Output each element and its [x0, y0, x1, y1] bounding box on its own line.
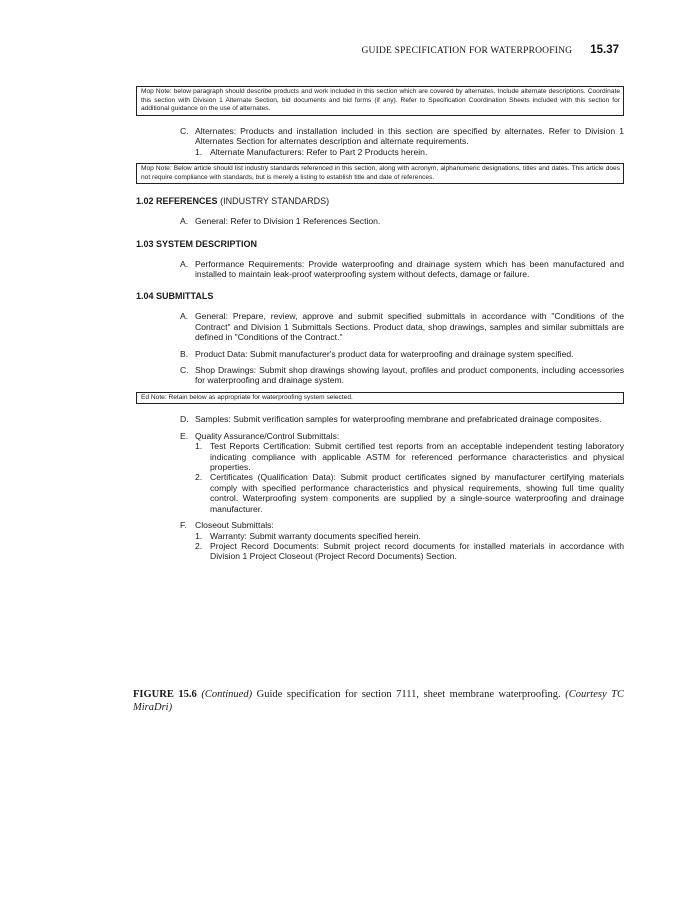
subparagraph-project-record-documents: [195, 541, 624, 562]
paragraph-text: General: Refer to Division 1 References Section.: [195, 216, 381, 227]
paragraph-text: General: Prepare, review, approve and submit specified submittals in accordance with "Conditions of the Contract" and Division 1 Submittals Sections. Product data, shop drawings, samples and similar submittals are defined in "Conditions of the Contract.": [195, 311, 624, 343]
figure-caption: [133, 688, 624, 714]
running-header-title: GUIDE SPECIFICATION FOR WATERPROOFING: [361, 46, 573, 56]
subparagraph-alternate-manufacturers: [195, 147, 624, 157]
paragraph-text: Closeout Submittals:: [195, 520, 274, 531]
subparagraph-marker: 2.: [195, 472, 203, 483]
page-number: 15.37: [590, 44, 619, 56]
paragraph-marker: C.: [180, 365, 189, 376]
figure-continued: (Continued): [201, 689, 253, 700]
paragraph-references-general: [180, 216, 624, 226]
subparagraph-text: Alternate Manufacturers: Refer to Part 2 Products herein.: [210, 146, 428, 157]
subparagraph-certificates: [195, 472, 624, 514]
article-heading: SUBMITTALS: [156, 291, 214, 302]
paragraph-marker: F.: [180, 520, 187, 531]
paragraph-c-alternates: [180, 126, 624, 157]
paragraph-marker: E.: [180, 430, 189, 441]
paragraph-marker: B.: [180, 348, 189, 359]
paragraph-closeout-submittals: [180, 520, 624, 562]
mop-note-alternates: Mop Note: below paragraph should describe products and work included in this section which are covered by alternates. Include alternate descriptions. Coordinate this section with Division 1 Alternate Section, bid documents and bid forms (if any). Refer to Specification Coordination Sheets included with this section for additional guidance on the use of alternates.: [136, 86, 624, 116]
paragraph-text: Alternates: Products and installation included in this section are specified by alternates. Refer to Division 1 Alternates Section for alternates description and alternate requirements.: [195, 125, 624, 147]
mop-note-references: Mop Note: Below article should list industry standards referenced in this section, along with acronym, alphanumeric designations, titles and dates. This article does not require compliance with standards, but is merely a listing to establish title and date of references.: [136, 163, 624, 184]
article-heading: SYSTEM DESCRIPTION: [156, 238, 258, 249]
spec-content: [136, 86, 624, 568]
article-references: [136, 196, 624, 207]
article-number: 1.02: [136, 196, 154, 207]
subparagraph-marker: 2.: [195, 540, 203, 551]
subparagraph-text: Project Record Documents: Submit project record documents for installed materials in accordance with Division 1 Project Closeout (Project Record Documents) Section.: [210, 540, 624, 562]
subparagraph-marker: 1.: [195, 441, 203, 452]
paragraph-marker: C.: [180, 125, 189, 136]
article-number: 1.03: [136, 238, 154, 249]
paragraph-product-data: [180, 349, 624, 359]
paragraph-samples: [180, 414, 624, 424]
subparagraph-marker: 1.: [195, 146, 203, 157]
paragraph-shop-drawings: [180, 365, 624, 386]
paragraph-marker: A.: [180, 258, 189, 269]
subparagraph-warranty: [195, 531, 624, 541]
figure-label: FIGURE 15.6: [133, 689, 197, 700]
figure-courtesy: (Courtesy TC MiraDri): [133, 689, 625, 713]
ed-note-waterproofing: Ed Note: Retain below as appropriate for waterproofing system selected.: [136, 392, 624, 405]
paragraph-marker: A.: [180, 311, 189, 322]
page-header: [362, 44, 620, 56]
article-system-description: [136, 239, 624, 250]
article-heading: REFERENCES: [156, 196, 218, 207]
figure-caption-text: Guide specification for section 7111, sheet membrane waterproofing.: [256, 689, 561, 700]
article-submittals: [136, 291, 624, 302]
paragraph-text: Product Data: Submit manufacturer's product data for waterproofing and drainage system specified.: [195, 348, 574, 359]
paragraph-quality-assurance: [180, 431, 624, 514]
paragraph-text: Samples: Submit verification samples for waterproofing membrane and prefabricated drainage composites.: [195, 414, 602, 425]
subparagraph-text: Warranty: Submit warranty documents specified herein.: [210, 530, 421, 541]
subparagraph-text: Test Reports Certification: Submit certified test reports from an acceptable independent testing laboratory indicating compliance with applicable ASTM for referenced performance characteristics and physical properties.: [210, 441, 624, 473]
paragraph-submittals-general: [180, 311, 624, 342]
paragraph-performance-requirements: [180, 259, 624, 280]
paragraph-marker: D.: [180, 414, 189, 425]
article-heading-qualifier: (INDUSTRY STANDARDS): [220, 196, 330, 207]
article-number: 1.04: [136, 291, 154, 302]
subparagraph-text: Certificates (Qualification Data): Submit product certificates signed by manufacturer certifying materials comply with specified performance characteristics and physical requirements, showing full time quality control. Waterproofing system components are supplied by a single-source waterproofing and drainage manufacturer.: [210, 472, 624, 514]
paragraph-text: Quality Assurance/Control Submittals:: [195, 430, 340, 441]
paragraph-text: Performance Requirements: Provide waterproofing and drainage system which has been manufactured and installed to maintain leak-proof waterproofing system without defects, damage or failure.: [195, 258, 624, 279]
paragraph-text: Shop Drawings: Submit shop drawings showing layout, profiles and product components, including accessories for waterproofing and drainage system.: [195, 365, 624, 386]
subparagraph-marker: 1.: [195, 530, 203, 541]
subparagraph-test-reports: [195, 441, 624, 472]
paragraph-marker: A.: [180, 216, 189, 227]
